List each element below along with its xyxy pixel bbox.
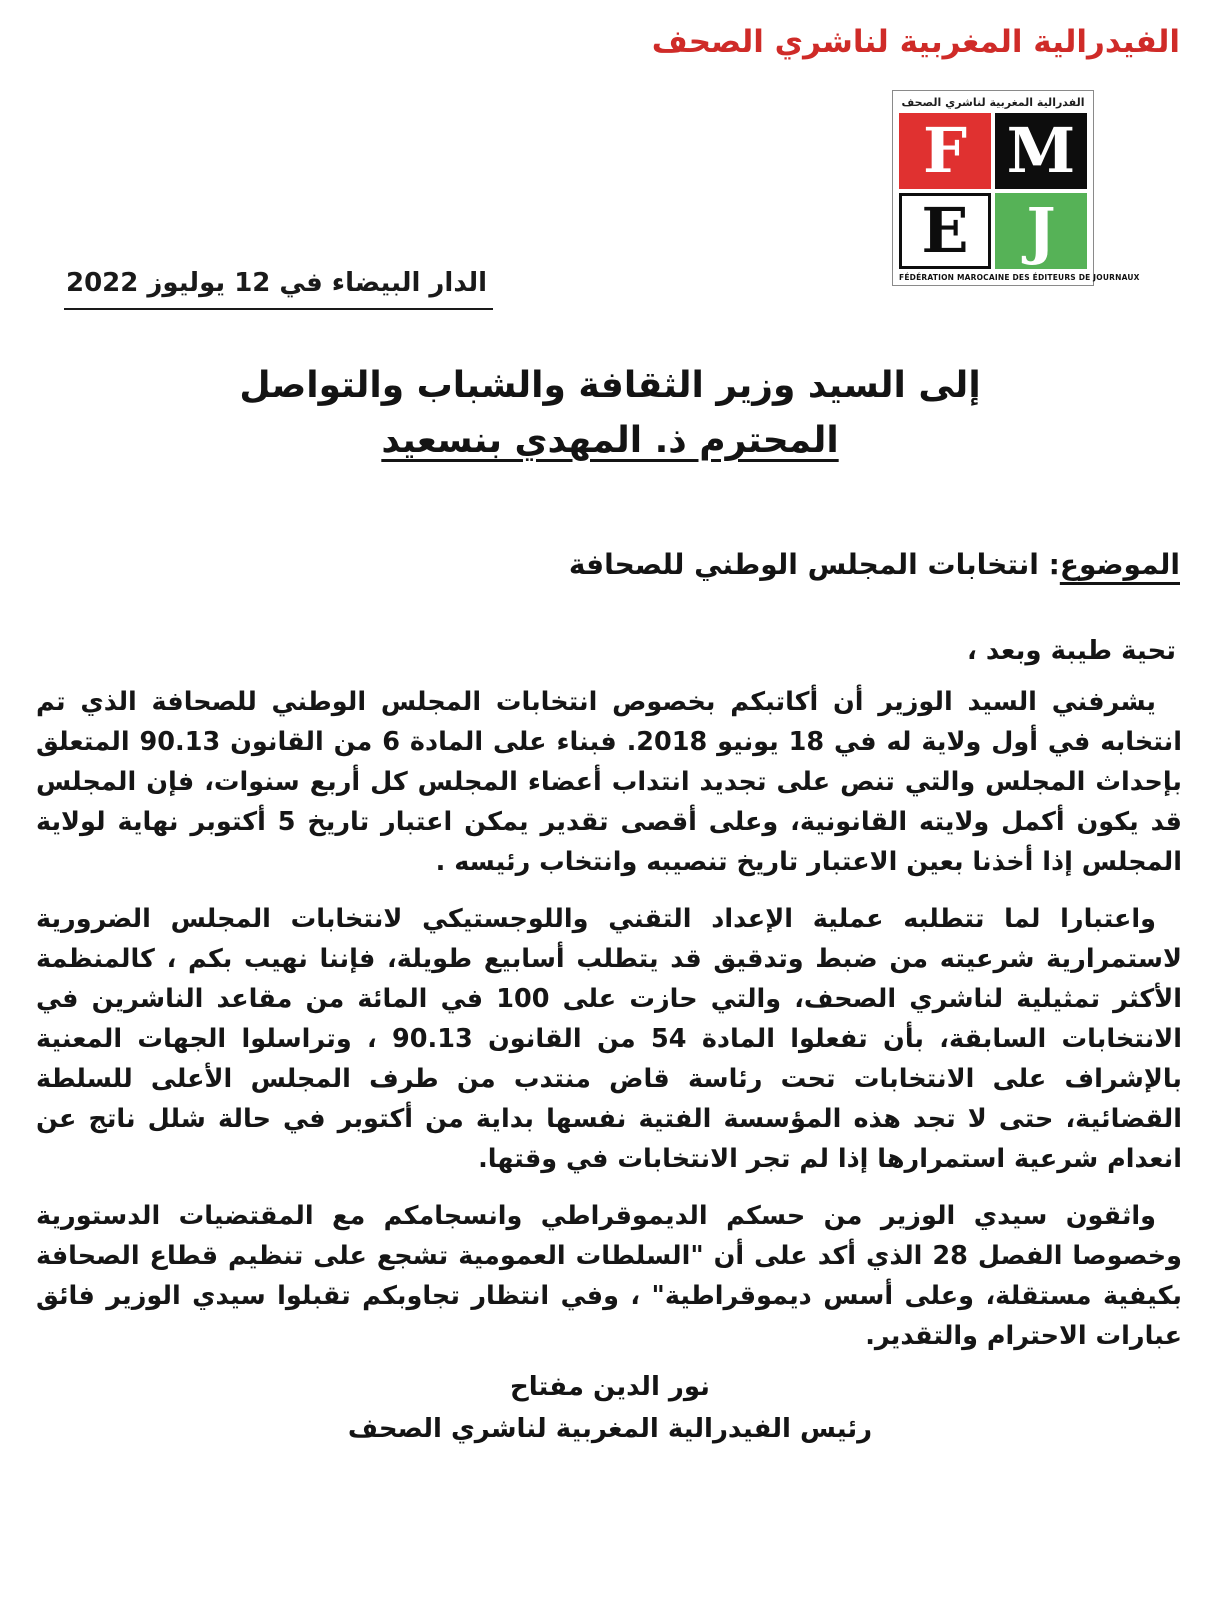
organization-title: الفيدرالية المغربية لناشري الصحف [651, 24, 1180, 60]
logo-letter-grid [899, 113, 1087, 269]
logo-arabic-text: الفدرالية المغربية لناشري الصحف [901, 96, 1085, 109]
greeting-line: تحية طيبة وبعد ، [966, 636, 1176, 666]
signature-name: نور الدين مفتاح [510, 1372, 710, 1402]
logo-french-caption: FÉDÉRATION MAROCAINE DES ÉDITEURS DE JOURNAUX [899, 273, 1140, 282]
logo-letter-j: J [995, 193, 1087, 269]
paragraph-3: واثقون سيدي الوزير من حسكم الديموقراطي وانسجامكم مع المقتضيات الدستورية وخصوصا الفصل 28 الذي أكد على أن "السلطات العمومية تشجع على تنظيم قطاع الصحافة بكيفية مستقلة، وعلى أسس ديموقراطية" ، وفي انتظار تجاوبكم تقبلوا سيدي الوزير فائق عبارات الاحترام والتقدير. [36, 1201, 1182, 1351]
paragraph-1: يشرفني السيد الوزير أن أكاتبكم بخصوص انتخابات المجلس الوطني للصحافة الذي تم انتخابه في أول ولاية له في 18 يونيو 2018. فبناء على المادة 6 من القانون 90.13 المتعلق بإحداث المجلس والتي تنص على تجديد انتداب أعضاء المجلس كل أربع سنوات، فإن المجلس قد يكون أكمل ولايته القانونية، وعلى أقصى تقدير يمكن اعتبار تاريخ 5 أكتوبر نهاية لولاية المجلس إذا أخذنا بعين الاعتبار تاريخ تنصيبه وانتخاب رئيسه . [36, 687, 1182, 877]
addressee-line2: المحترم ذ. المهدي بنسعيد [381, 420, 839, 461]
fmej-logo [892, 90, 1140, 286]
signature-title: رئيس الفيدرالية المغربية لناشري الصحف [347, 1414, 873, 1444]
subject-text: : انتخابات المجلس الوطني للصحافة [568, 548, 1060, 581]
letter-body [36, 682, 1182, 1373]
subject-label: الموضوع [1059, 548, 1180, 581]
paragraph-2: واعتبارا لما تتطلبه عملية الإعداد التقني واللوجستيكي لانتخابات المجلس الضرورية لاستمرارية شرعيته من ضبط وتدقيق قد يتطلب أسابيع طويلة، فإننا نهيب بكم ، كالمنظمة الأكثر تمثيلية لناشري الصحف، والتي حازت على 100 في المائة من مقاعد الناشرين في الانتخابات السابقة، بأن تفعلوا المادة 54 من القانون 90.13 ، وتراسلوا الجهات المعنية بالإشراف على الانتخابات تحت رئاسة قاض منتدب من طرف المجلس الأعلى للسلطة القضائية، حتى لا تجد هذه المؤسسة الفتية نفسها بداية من أكتوبر في حالة شلل ناتج عن انعدام شرعية استمرارها إذا لم تجر الانتخابات في وقتها. [36, 904, 1182, 1174]
subject-line [569, 548, 1180, 581]
logo-letter-e: E [899, 193, 991, 269]
addressee-block [0, 360, 1220, 470]
signature-block [0, 1366, 1220, 1450]
date-place-line: الدار البيضاء في 12 يوليوز 2022 [64, 268, 493, 310]
addressee-line1: إلى السيد وزير الثقافة والشباب والتواصل [239, 365, 981, 406]
logo-letter-f: F [899, 113, 991, 189]
logo-letter-m: M [995, 113, 1087, 189]
